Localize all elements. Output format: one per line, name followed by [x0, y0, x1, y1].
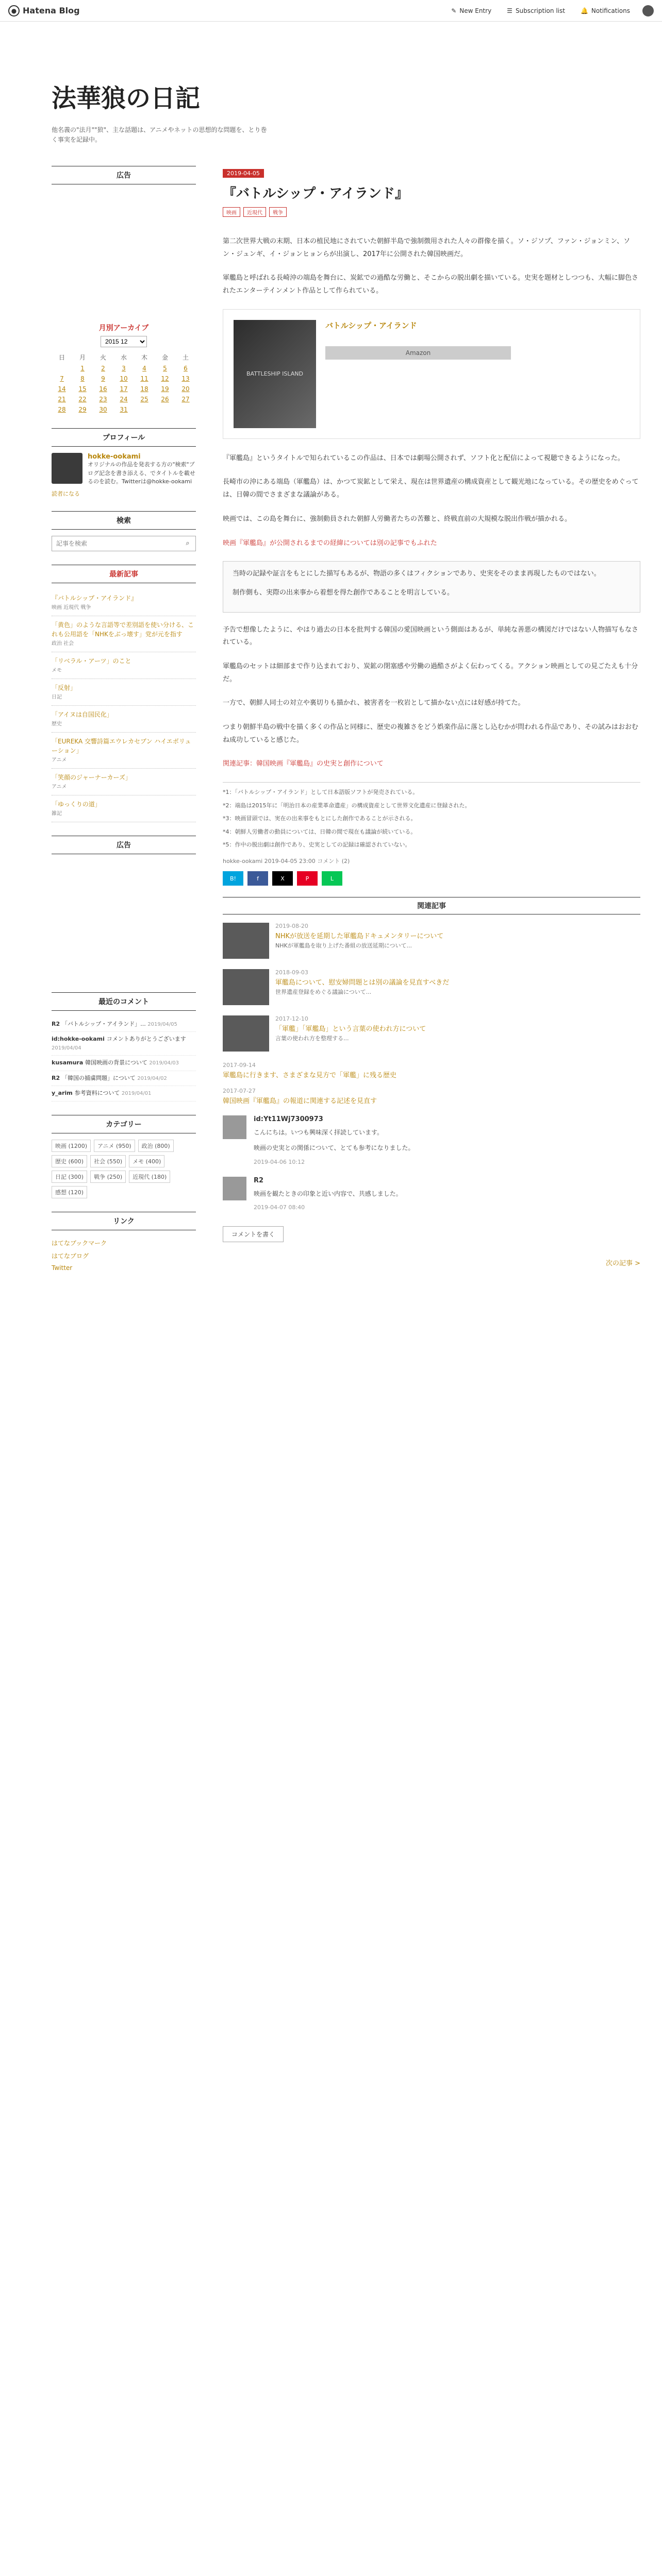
comment-date: 2019/04/01 [121, 1091, 152, 1096]
ad2-module [52, 836, 196, 979]
book-title[interactable]: バトルシップ・アイランド [325, 320, 417, 330]
comment-author[interactable]: id:hokke-ookami [52, 1036, 107, 1042]
calendar-day[interactable]: 27 [181, 396, 190, 403]
sidebar-link[interactable]: Twitter [52, 1264, 73, 1272]
related-date: 2017-12-10 [275, 1015, 308, 1023]
entry-link[interactable]: 「リベラル・アーツ」のこと [52, 657, 131, 665]
list-item[interactable] [52, 616, 196, 652]
calendar-day[interactable]: 6 [184, 365, 188, 372]
comment-author[interactable]: kusamura [52, 1059, 86, 1066]
calendar-day[interactable]: 14 [58, 385, 66, 393]
entry-cats-label: 歴史 [52, 721, 62, 727]
related-thumbnail[interactable] [223, 923, 269, 959]
entry-title[interactable]: 『バトルシップ・アイランド』 [223, 186, 408, 201]
entry-link[interactable]: 『バトルシップ・アイランド』 [52, 594, 138, 602]
entry-categories [223, 207, 640, 217]
entry-cats-label: 日記 [52, 694, 62, 700]
follow-link[interactable]: 読者になる [52, 490, 80, 497]
calendar-day [155, 404, 175, 415]
category-link[interactable]: 政治 (800) [138, 1140, 174, 1152]
footnotes [223, 782, 640, 850]
weekday-header: 土 [182, 354, 189, 361]
write-comment-button[interactable]: コメントを書く [223, 1226, 284, 1242]
related-title-link[interactable]: NHKが放送を延期した軍艦島ドキュメンタリーについて [275, 933, 444, 941]
related-entry[interactable] [223, 923, 640, 959]
sidebar [52, 166, 196, 1287]
notifications-button[interactable] [577, 5, 633, 16]
calendar-day[interactable]: 18 [140, 385, 148, 393]
profile-name[interactable]: hokke-ookami [88, 453, 141, 461]
search-box [52, 536, 196, 551]
profile-module [52, 428, 196, 498]
list-item[interactable] [52, 706, 196, 733]
search-input[interactable] [52, 536, 180, 551]
calendar-day[interactable]: 2 [101, 365, 105, 372]
calendar-day[interactable]: 16 [99, 385, 107, 393]
related-plain-entry[interactable] [223, 1062, 640, 1079]
entry-cats-label: 映画 近現代 戦争 [52, 604, 91, 611]
quote-paragraph: 制作側も、実際の出来事から着想を得た創作であることを明言している。 [233, 588, 454, 597]
category-link[interactable]: 歴史 (600) [52, 1155, 87, 1167]
entry-link[interactable]: 「アイヌは自国民化」 [52, 710, 113, 718]
commenter-name[interactable]: R2 [254, 1176, 264, 1184]
recent-comments-list [52, 1017, 196, 1101]
x-share-button[interactable]: X [272, 871, 293, 886]
commenter-name[interactable]: id:Yt11Wj7300973 [254, 1115, 323, 1124]
comment-paragraph: 映画を観たときの印象と近い内容で、共感しました。 [254, 1190, 402, 1197]
comment-date: 2019/04/05 [147, 1021, 177, 1027]
list-item[interactable] [52, 652, 196, 679]
entry-category-tag[interactable]: 映画 [223, 207, 240, 217]
category-link[interactable]: 映画 (1200) [52, 1140, 91, 1152]
top-navbar [0, 0, 662, 22]
list-item[interactable] [52, 795, 196, 822]
archive-month-select[interactable] [101, 336, 147, 347]
comment-item[interactable] [52, 1071, 196, 1087]
popular-list [52, 589, 196, 822]
links-list [52, 1236, 196, 1274]
comment-author[interactable]: R2 [52, 1020, 62, 1027]
footnote: *3：映画冒頭では、実在の出来事をもとにした創作であることが示される。 [223, 815, 417, 822]
footnote: *1：「バトルシップ・アイランド」として日本語版ソフトが発売されている。 [223, 789, 419, 796]
comment-snippet[interactable]: 「韓国の捕虜問題」について [61, 1074, 138, 1081]
related-list [223, 923, 640, 1052]
related-title-link[interactable]: 軍艦島に行きます、さまざまな見方で「軍艦」に残る歴史 [223, 1072, 396, 1080]
related-plain-list [223, 1062, 640, 1105]
sidebar-link[interactable]: はてなブログ [52, 1252, 89, 1260]
entry-link[interactable]: 「ゆっくりの道」 [52, 800, 101, 808]
category-link[interactable]: アニメ (950) [94, 1140, 135, 1152]
comment-snippet[interactable]: 韓国映画の背景について [85, 1059, 150, 1066]
related-thumbnail[interactable] [223, 969, 269, 1005]
entry-cats-label: 政治 社会 [52, 640, 74, 647]
entry-footer: hokke-ookami 2019-04-05 23:00 コメント (2) [223, 858, 350, 865]
categories-title: カテゴリー [52, 1115, 196, 1133]
sidebar-link[interactable]: はてなブックマーク [52, 1239, 107, 1247]
new-entry-label: New Entry [459, 7, 492, 14]
profile-title: プロフィール [52, 428, 196, 447]
comment-paragraph: こんにちは。いつも興味深く拝読しています。 [254, 1129, 384, 1137]
calendar-week [52, 384, 196, 394]
entry-link[interactable]: 「反射」 [52, 684, 77, 691]
category-link[interactable]: 社会 (550) [90, 1155, 126, 1167]
comment-paragraph: 映画の史実との関係について、とても参考になりました。 [254, 1144, 415, 1152]
line-share-button[interactable]: L [322, 871, 342, 886]
calendar-day[interactable]: 3 [122, 365, 126, 372]
related-entry[interactable] [223, 969, 640, 1005]
calendar-day[interactable]: 25 [140, 396, 148, 403]
list-item[interactable] [52, 589, 196, 616]
comment-snippet[interactable]: 「バトルシップ・アイランド」... [61, 1020, 148, 1027]
comment-item[interactable] [52, 1032, 196, 1056]
ad-slot[interactable] [52, 191, 196, 309]
category-link[interactable]: メモ (400) [129, 1155, 164, 1167]
hatena-logo-icon: ● [8, 5, 20, 16]
related-title: 関連記事 [223, 897, 640, 914]
ad2-slot[interactable] [52, 860, 196, 979]
search-title: 検索 [52, 511, 196, 530]
list-item[interactable] [52, 679, 196, 706]
footnote: *4：朝鮮人労働者の動員については、日韓の間で現在も議論が続いている。 [223, 828, 417, 835]
paragraph: 長崎市の沖にある端島（軍艦島）は、かつて炭鉱として栄え、現在は世界遺産の構成資産として観光地になっている。その歴史をめぐっては、日韓の間でさまざまな議論がある。 [223, 478, 639, 499]
calendar-day [134, 404, 155, 415]
paragraph: 軍艦島と呼ばれる長崎沖の端島を舞台に、炭鉱での過酷な労働と、そこからの脱出劇を描いている。史実を題材としつつも、大幅に脚色されたエンターテインメント作品として作られている。 [223, 274, 639, 295]
comment-timestamp[interactable]: 2019-04-07 08:40 [254, 1204, 305, 1211]
archive-calendar [52, 351, 196, 415]
related-excerpt: NHKが軍艦島を取り上げた番組の放送延期について... [275, 942, 412, 950]
entry-link[interactable]: 「黄色」のような言語等で差別語を使い分ける、これも公用語を「NHKをぶっ壊す」党が元を指す [52, 621, 194, 638]
comment-date: 2019/04/03 [149, 1060, 179, 1066]
related-date: 2019-08-20 [275, 923, 308, 930]
calendar-day[interactable]: 29 [78, 406, 87, 413]
calendar-day[interactable]: 9 [101, 375, 105, 382]
subscription-label: Subscription list [515, 7, 565, 14]
paragraph: 軍艦島のセットは細部まで作り込まれており、炭鉱の閉塞感や労働の過酷さがよく伝わってくる。アクション映画としての見ごたえも十分だ。 [223, 662, 638, 683]
calendar-day[interactable]: 15 [78, 385, 87, 393]
related-entry[interactable] [223, 1015, 640, 1052]
entry-body [223, 235, 640, 850]
popular-module [52, 565, 196, 822]
calendar-day[interactable]: 24 [120, 396, 128, 403]
related-thumbnail[interactable] [223, 1015, 269, 1052]
comments-title: 最近のコメント [52, 992, 196, 1011]
subscription-button[interactable] [504, 5, 568, 16]
related-date: 2017-07-27 [223, 1088, 256, 1095]
links-title: リンク [52, 1212, 196, 1230]
links-module [52, 1212, 196, 1274]
entry-category-tag[interactable]: 戦争 [269, 207, 287, 217]
list-item[interactable] [52, 733, 196, 769]
calendar-day[interactable]: 8 [80, 375, 85, 382]
calendar-day[interactable]: 4 [142, 365, 146, 372]
calendar-day[interactable]: 7 [60, 375, 64, 382]
share-buttons [223, 871, 640, 886]
list-item[interactable] [52, 769, 196, 795]
archive-title: 月別アーカイブ [98, 324, 149, 332]
entry-cats-label: メモ [52, 667, 62, 673]
calendar-day[interactable]: 31 [120, 406, 128, 413]
calendar-week [52, 394, 196, 404]
comment-card [223, 1115, 640, 1165]
entry-cats-label: 雑記 [52, 810, 62, 817]
weekday-header: 金 [161, 354, 168, 361]
highlight-link-1[interactable]: 映画『軍艦島』が公開されるまでの経緯については別の記事でもふれた [223, 539, 437, 547]
ad2-title: 広告 [52, 836, 196, 854]
calendar-day[interactable]: 21 [58, 396, 66, 403]
paragraph: 予告で想像したように、やはり過去の日本を批判する韓国の愛国映画という側面はあるが、単純な善悪の構図だけではない人物描写もなされている。 [223, 625, 639, 647]
search-module [52, 511, 196, 551]
comment-text [254, 1127, 415, 1154]
calendar-day[interactable]: 12 [161, 375, 169, 382]
category-grid [52, 1140, 196, 1198]
comment-text [254, 1189, 402, 1199]
amazon-button[interactable]: Amazon [325, 346, 511, 360]
calendar-day[interactable]: 5 [163, 365, 167, 372]
comment-author[interactable]: R2 [52, 1074, 62, 1081]
entry-category-tag[interactable]: 近現代 [243, 207, 266, 217]
related-title-link[interactable]: 軍艦島について、慰安婦問題とは別の議論を見直すべきだ [275, 979, 450, 987]
calendar-day[interactable]: 26 [161, 396, 169, 403]
calendar-day[interactable]: 10 [120, 375, 128, 382]
commenter-avatar[interactable] [223, 1177, 246, 1200]
comment-card [223, 1177, 640, 1211]
book-cover-image[interactable]: BATTLESHIP ISLAND [234, 320, 316, 428]
calendar-day[interactable]: 20 [181, 385, 190, 393]
category-link[interactable]: 戦争 (250) [90, 1171, 126, 1183]
blog-description: 他名義の"法月""狼"、主な話題は、アニメやネットの思想的な問題を、とり巻く事実を記録中。 [52, 126, 267, 144]
hatena-bookmark-share-button[interactable]: B! [223, 871, 243, 886]
calendar-day[interactable]: 22 [78, 396, 87, 403]
category-link[interactable]: 日記 (300) [52, 1171, 87, 1183]
entry-link[interactable]: 「笑顔のジャーナーカーズ」 [52, 773, 131, 781]
related-date: 2017-09-14 [223, 1062, 256, 1069]
calendar-day[interactable]: 23 [99, 396, 107, 403]
next-entry-link[interactable]: 次の記事 > [605, 1260, 640, 1268]
weekday-header: 木 [141, 354, 147, 361]
calendar-week [52, 374, 196, 384]
blog-title[interactable]: 法華狼の日記 [52, 84, 201, 113]
book-card [223, 309, 640, 439]
category-link[interactable]: 近現代 (180) [129, 1171, 170, 1183]
footnote: *5：作中の脱出劇は創作であり、史実としての記録は確認されていない。 [223, 841, 411, 849]
brand-label: Hatena Blog [23, 6, 80, 15]
facebook-share-button[interactable]: f [247, 871, 268, 886]
main-content [223, 166, 640, 1287]
comment-date: 2019/04/02 [137, 1075, 167, 1081]
list-icon: ☰ [507, 7, 512, 14]
calendar-day[interactable]: 30 [99, 406, 107, 413]
entry-date[interactable]: 2019-04-05 [223, 169, 264, 178]
user-avatar[interactable] [642, 5, 654, 16]
comment-snippet[interactable]: 参考資料について [74, 1090, 122, 1096]
related-excerpt: 世界遺産登録をめぐる議論について... [275, 989, 372, 996]
calendar-day[interactable]: 19 [161, 385, 169, 393]
weekday-header: 日 [58, 354, 65, 361]
calendar-day[interactable]: 28 [58, 406, 66, 413]
entry-cats-label: アニメ [52, 757, 67, 763]
profile-bio: オリジナルの作品を発表する方の"検索"ブログ記念を書き添える、でタイトルを載せるのを読む。Twitterは@hokke-ookami [88, 461, 195, 485]
calendar-day[interactable]: 11 [140, 375, 148, 382]
new-entry-button[interactable] [448, 5, 494, 16]
bell-icon: 🔔 [580, 7, 588, 14]
paragraph: 一方で、朝鮮人同士の対立や裏切りも描かれ、被害者を一枚岩として描かない点には好感が持てた。 [223, 699, 525, 707]
comments-module [52, 992, 196, 1101]
hatena-logo[interactable] [8, 5, 80, 16]
weekday-header: 水 [120, 354, 127, 361]
entry-cats-label: アニメ [52, 784, 67, 790]
calendar-week [52, 404, 196, 415]
calendar-day [52, 363, 72, 374]
paragraph: 映画では、この島を舞台に、強制動員された朝鮮人労働者たちの苦難と、終戦直前の大規模な脱出作戦が描かれる。 [223, 515, 572, 523]
categories-module [52, 1115, 196, 1198]
comment-timestamp[interactable]: 2019-04-06 10:12 [254, 1158, 305, 1165]
pocket-share-button[interactable]: P [297, 871, 318, 886]
comment-item[interactable] [52, 1086, 196, 1101]
calendar-day [175, 404, 196, 415]
paragraph: 第二次世界大戦の末期、日本の植民地にされていた朝鮮半島で強制徴用された人々の群像を描く。ソ・ジソプ、ファン・ジョンミン、ソン・ジュンギ、イ・ジョンヒョンらが出演し、2017年に公開された韓国映画だ。 [223, 238, 631, 258]
paragraph: つまり朝鮮半島の戦中を描く多くの作品と同様に、歴史の複雑さをどう娯楽作品に落とし込むかが問われる作品であり、その試みはおおむね成功していると感じた。 [223, 723, 639, 744]
pencil-icon: ✎ [451, 7, 457, 14]
weekday-header: 火 [100, 354, 106, 361]
calendar-day[interactable]: 1 [80, 365, 85, 372]
category-link[interactable]: 感想 (120) [52, 1186, 87, 1198]
weekday-header: 月 [79, 354, 86, 361]
calendar-day[interactable]: 13 [181, 375, 190, 382]
calendar-week [52, 363, 196, 374]
commenter-avatar[interactable] [223, 1115, 246, 1139]
quote-paragraph: 当時の記録や証言をもとにした描写もあるが、物語の多くはフィクションであり、史実をそのまま再現したものではない。 [233, 570, 601, 578]
entry-quote [223, 561, 640, 612]
related-date: 2018-09-03 [275, 969, 308, 976]
related-title-link[interactable]: 「軍艦」「軍艦島」という言葉の使われ方について [275, 1025, 426, 1033]
related-title-link[interactable]: 韓国映画『軍艦島』の報道に関連する記述を見直す [223, 1097, 377, 1106]
comments-section [223, 1115, 640, 1211]
ad-title: 広告 [52, 166, 196, 184]
footnote: *2：端島は2015年に「明治日本の産業革命遺産」の構成資産として世界文化遺産に登録された。 [223, 802, 471, 809]
blog-header [0, 22, 662, 166]
highlight-link-2[interactable]: 関連記事：韓国映画『軍艦島』の史実と創作について [223, 760, 384, 768]
comment-author[interactable]: y_arim [52, 1090, 75, 1096]
related-plain-entry[interactable] [223, 1088, 640, 1105]
comment-item[interactable] [52, 1056, 196, 1071]
comment-date: 2019/04/04 [52, 1045, 81, 1051]
popular-title: 最新記事 [52, 565, 196, 583]
related-excerpt: 言葉の使われ方を整理する... [275, 1035, 349, 1042]
search-icon[interactable]: ⌕ [186, 539, 190, 547]
comment-snippet[interactable]: コメントありがとうございます [106, 1036, 186, 1042]
comment-item[interactable] [52, 1017, 196, 1032]
calendar-day[interactable]: 17 [120, 385, 128, 393]
profile-avatar[interactable] [52, 453, 82, 484]
notifications-label: Notifications [591, 7, 630, 14]
ad-module [52, 166, 196, 309]
paragraph: 『軍艦島』というタイトルで知られているこの作品は、日本では劇場公開されず、ソフト化と配信によって視聴できるようになった。 [223, 454, 624, 462]
archive-module [52, 323, 196, 415]
entry-link[interactable]: 「EUREKA 交響詩篇エウレカセブン ハイエボリューション」 [52, 737, 191, 754]
